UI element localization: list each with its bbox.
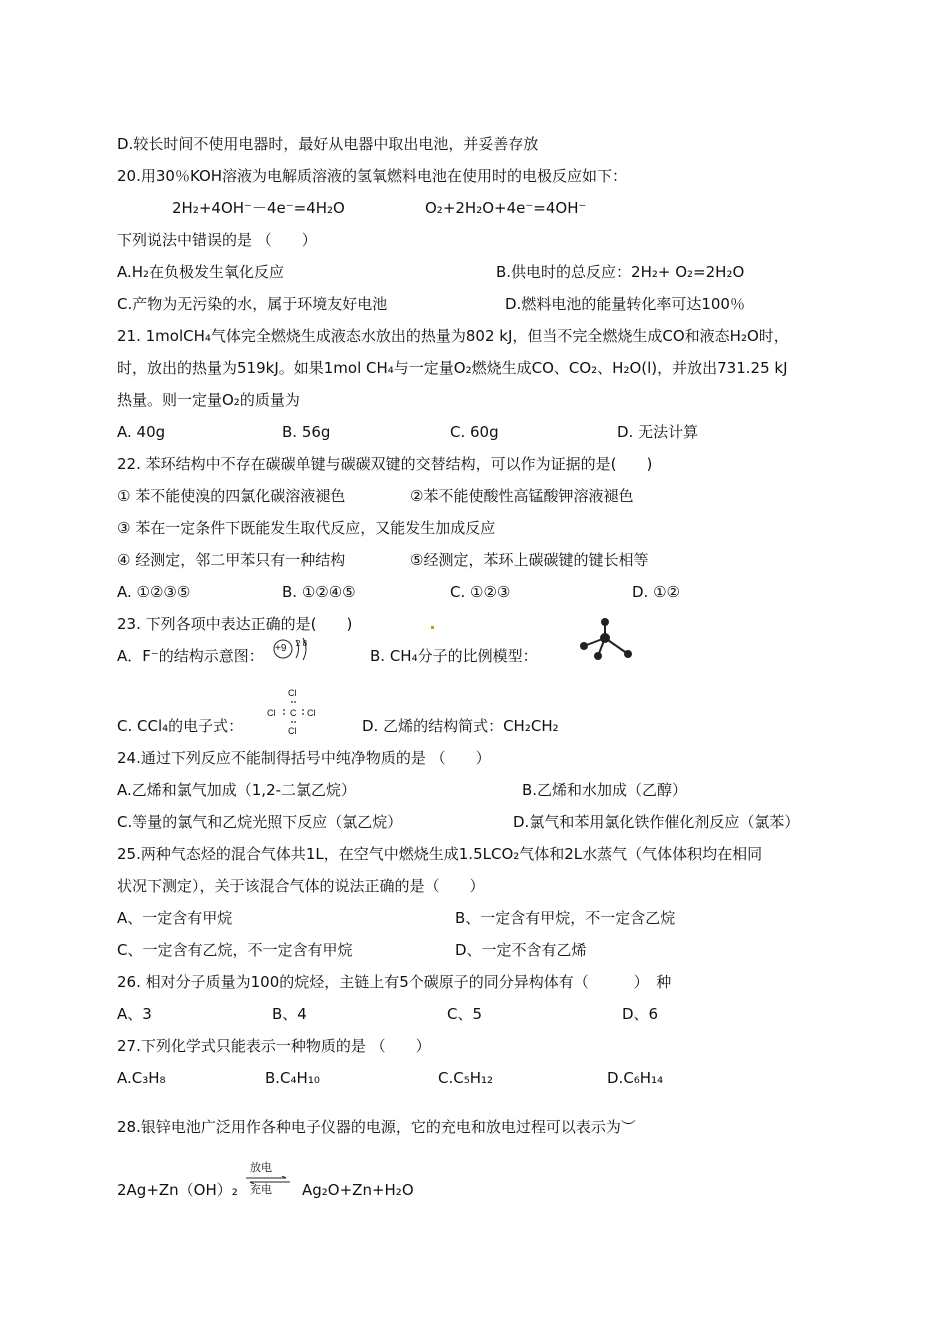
q25-line-2: 状况下测定），关于该混合气体的说法正确的是（ ）: [117, 877, 485, 895]
q26-option-b: B、4: [272, 1005, 307, 1023]
q20-stem: 20.用30％KOH溶液为电解质溶液的氢氧燃料电池在使用时的电极反应如下：: [117, 167, 628, 185]
q27-stem: 27.下列化学式只能表示一种物质的是 （ ）: [117, 1037, 431, 1055]
q24-option-a: A.乙烯和氯气加成（1,2-二氯乙烷）: [117, 781, 357, 799]
q20-option-c: C.产物为无污染的水，属于环境友好电池: [117, 295, 388, 313]
q24-option-b: B.乙烯和水加成（乙醇）: [522, 781, 688, 799]
q20-option-b: B.供电时的总反应：2H₂+ O₂=2H₂O: [496, 263, 745, 281]
q23-stem: 23. 下列各项中表达正确的是( ): [117, 615, 353, 633]
q21-option-a: A. 40g: [117, 423, 166, 441]
q22-statement-2: ②苯不能使酸性高锰酸钾溶液褪色: [410, 487, 634, 505]
q22-option-a: A. ①②③⑤: [117, 583, 191, 601]
arrow-top-label: 放电: [250, 1162, 272, 1174]
reversible-arrow: [244, 1162, 292, 1198]
methane-model-svg: [578, 616, 638, 662]
q28-stem: 28.银锌电池广泛用作各种电子仪器的电源，它的充电和放电过程可以表示为︶: [117, 1118, 636, 1136]
q20-ask: 下列说法中错误的是 （ ）: [117, 231, 317, 249]
q28-reaction-left: 2Ag+Zn（OH）₂: [117, 1181, 238, 1199]
q19-option-d: D.较长时间不使用电器时，最好从电器中取出电池，并妥善存放: [117, 135, 539, 153]
q25-option-d: D、一定不含有乙烯: [455, 941, 587, 959]
q25-option-c: C、一定含有乙烷，不一定含有甲烷: [117, 941, 353, 959]
q22-statement-5: ⑤经测定，苯环上碳碳键的键长相等: [410, 551, 649, 569]
arrow-bottom-label: 充电: [250, 1184, 272, 1196]
q23-option-b: B. CH₄分子的比例模型：: [370, 647, 538, 665]
q24-option-c: C.等量的氯气和乙烷光照下反应（氯乙烷）: [117, 813, 403, 831]
atom-shell-label: 2 8: [296, 639, 308, 648]
q23-option-c: C. CCl₄的电子式：: [117, 717, 244, 735]
q27-option-a: A.C₃H₈: [117, 1069, 166, 1087]
q22-stem: 22. 苯环结构中不存在碳碳单键与碳碳双键的交替结构，可以作为证据的是( ): [117, 455, 653, 473]
ccl4-cl-top: Cl: [288, 688, 297, 698]
q25-line-1: 25.两种气态烃的混合气体共1L，在空气中燃烧生成1.5LCO₂气体和2L水蒸气（气体体积均在相同: [117, 845, 763, 863]
ccl4-dots-svg: [266, 686, 322, 738]
methane-ball-model: [578, 616, 638, 662]
q21-line-1: 21. 1molCH₄气体完全燃烧生成液态水放出的热量为802 kJ，但当不完全燃烧生成CO和液态H₂O时，: [117, 327, 789, 345]
q25-option-b: B、一定含有甲烷，不一定含乙烷: [455, 909, 676, 927]
double-arrow-icon: [244, 1176, 292, 1184]
q22-statement-4: ④ 经测定，邻二甲苯只有一种结构: [117, 551, 346, 569]
q21-line-3: 热量。则一定量O₂的质量为: [117, 391, 300, 409]
q26-option-d: D、6: [622, 1005, 659, 1023]
ccl4-electron-formula: [266, 686, 322, 738]
q21-option-c: C. 60g: [450, 423, 499, 441]
q21-line-2: 时，放出的热量为519kJ。如果1mol CH₄与一定量O₂燃烧生成CO、CO₂、H₂O(l)，并放出731.25 kJ: [117, 359, 788, 377]
q20-equation-2: O₂+2H₂O+4e⁻=4OH⁻: [425, 199, 587, 217]
ccl4-cl-left: Cl: [267, 708, 276, 718]
ccl4-cl-right: Cl: [307, 708, 316, 718]
q28-reaction-right: Ag₂O+Zn+H₂O: [302, 1181, 414, 1199]
q26-option-c: C、5: [447, 1005, 483, 1023]
ccl4-c-center: C: [290, 708, 297, 718]
q24-stem: 24.通过下列反应不能制得括号中纯净物质的是 （ ）: [117, 749, 491, 767]
q26-stem: 26. 相对分子质量为100的烷烃，主链上有5个碳原子的同分异构体有（ ） 种: [117, 973, 672, 991]
q24-option-d: D.氯气和苯用氯化铁作催化剂反应（氯苯）: [513, 813, 800, 831]
q20-option-d: D.燃料电池的能量转化率可达100％: [505, 295, 745, 313]
q23-option-a: A．F⁻的结构示意图：: [117, 647, 264, 665]
atom-nucleus-label: +9: [275, 643, 287, 654]
q22-statement-3: ③ 苯在一定条件下既能发生取代反应，又能发生加成反应: [117, 519, 496, 537]
q26-option-a: A、3: [117, 1005, 152, 1023]
q23-option-d: D. 乙烯的结构简式：CH₂CH₂: [362, 717, 559, 735]
q22-option-d: D. ①②: [632, 583, 680, 601]
q22-statement-1: ① 苯不能使溴的四氯化碳溶液褪色: [117, 487, 346, 505]
q27-option-b: B.C₄H₁₀: [265, 1069, 320, 1087]
q22-option-b: B. ①②④⑤: [282, 583, 356, 601]
stray-mark: [431, 626, 434, 629]
q27-option-d: D.C₆H₁₄: [607, 1069, 664, 1087]
q25-option-a: A、一定含有甲烷: [117, 909, 233, 927]
q20-option-a: A.H₂在负极发生氧化反应: [117, 263, 285, 281]
q27-option-c: C.C₅H₁₂: [438, 1069, 494, 1087]
q21-option-b: B. 56g: [282, 423, 331, 441]
ccl4-cl-bottom: Cl: [288, 726, 297, 736]
q20-equation-1: 2H₂+4OH⁻－4e⁻=4H₂O: [172, 199, 345, 217]
q22-option-c: C. ①②③: [450, 583, 511, 601]
fluoride-ion-structure-diagram: [272, 636, 318, 666]
q21-option-d: D. 无法计算: [617, 423, 699, 441]
